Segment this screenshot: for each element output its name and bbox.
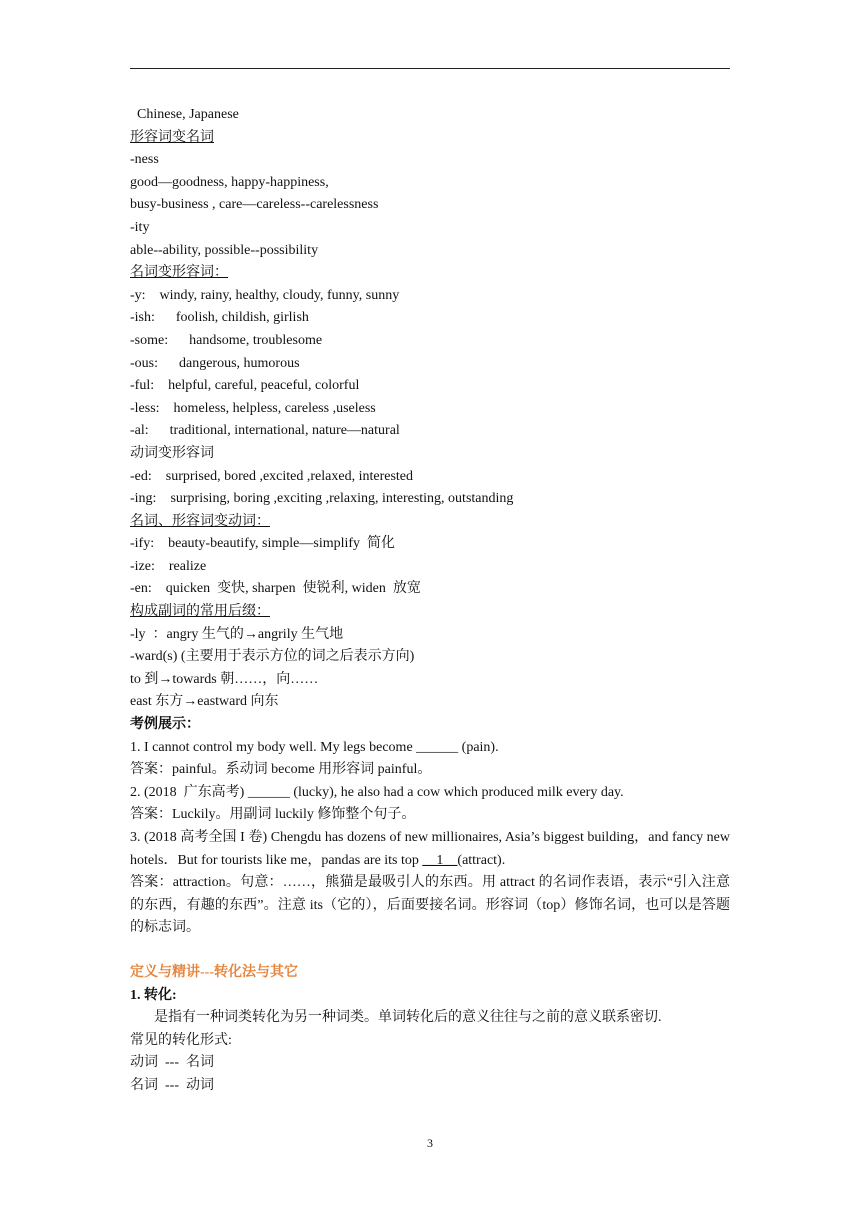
text-line: -ful: helpful, careful, peaceful, colorful: [130, 378, 360, 394]
heading-to-verb: 名词、形容词变动词：: [130, 513, 270, 529]
text-line: -y: windy, rainy, healthy, cloudy, funny, sunny: [130, 287, 400, 303]
document-body: [130, 104, 730, 1098]
heading-examples: 考例展示：: [130, 717, 200, 733]
text-line: -al: traditional, international, nature—natural: [130, 423, 400, 439]
header-rule: [130, 68, 730, 69]
question-3: [130, 827, 730, 872]
text-line: -ity: [130, 219, 150, 235]
text-line: -ness: [130, 152, 159, 168]
text-line: -some: handsome, troublesome: [130, 332, 323, 348]
text-line: east 东方→eastward 向东: [130, 694, 279, 710]
page-number: 3: [427, 1136, 433, 1150]
question-2: 2. (2018 广东高考) ______ (lucky), he also had a cow which produced milk every day.: [130, 784, 624, 800]
conversion-description: 是指有一种词类转化为另一种词类。单词转化后的意义往往与之前的意义联系密切.: [154, 1010, 662, 1026]
heading-verb-to-adj: 动词变形容词: [130, 445, 214, 461]
text-line: -ed: surprised, bored ,excited ,relaxed, interested: [130, 468, 414, 484]
text-line: -en: quicken 变快, sharpen 使锐利, widen 放宽: [130, 581, 421, 597]
conversion-form: 名词 --- 动词: [130, 1077, 214, 1093]
text-line: -ish: foolish, childish, girlish: [130, 310, 309, 326]
answer-1: 答案：painful。系动词 become 用形容词 painful。: [130, 762, 432, 778]
text-line: Chinese, Japanese: [130, 107, 239, 122]
question-1: 1. I cannot control my body well. My legs become ______ (pain).: [130, 739, 499, 755]
question-3-text: 3. (2018 高考全国 I 卷) Chengdu has dozens of new millionaires, Asia’s biggest building，and fancy new hotels．But for tourists like me，pandas are its top: [130, 830, 730, 868]
text-line: -ify: beauty-beautify, simple—simplify 简化: [130, 536, 396, 552]
text-line: -less: homeless, helpless, careless ,useless: [130, 400, 376, 416]
text-line: able--ability, possible--possibility: [130, 242, 319, 258]
question-3-blank: __1__: [422, 852, 458, 868]
text-line: -ize: realize: [130, 558, 207, 574]
text-line: -ward(s) (主要用于表示方位的词之后表示方向): [130, 649, 415, 665]
section-title: 定义与精讲---转化法与其它: [130, 964, 298, 980]
question-3-tail: (attract).: [457, 852, 506, 868]
text-line: -ly ：angry 生气的→angrily 生气地: [130, 626, 344, 642]
answer-3: 答案：attraction。句意：……，熊猫是最吸引人的东西。用 attract 的名词作表语，表示“引入注意的东西，有趣的东西”。注意 its（它的），后面要接名词。形容词（top）修饰名词，也可以是答题的标志词。: [130, 875, 730, 936]
text-line: busy-business , care—careless--carelessness: [130, 197, 379, 213]
heading-noun-to-adj: 名词变形容词：: [130, 265, 228, 281]
heading-adverb-suffix: 构成副词的常用后缀：: [130, 604, 270, 620]
heading-adj-to-noun: 形容词变名词: [130, 129, 214, 145]
text-line: to 到→towards 朝……，向……: [130, 671, 319, 687]
conversion-form: 动词 --- 名词: [130, 1055, 214, 1071]
text-line: -ing: surprising, boring ,exciting ,relaxing, interesting, outstanding: [130, 491, 514, 507]
text-line: good—goodness, happy-happiness,: [130, 174, 329, 190]
text-line: -ous: dangerous, humorous: [130, 355, 300, 371]
conversion-heading: 1. 转化:: [130, 987, 177, 1003]
conversion-forms-label: 常见的转化形式:: [130, 1032, 232, 1048]
answer-2: 答案：Luckily。用副词 luckily 修饰整个句子。: [130, 807, 416, 823]
